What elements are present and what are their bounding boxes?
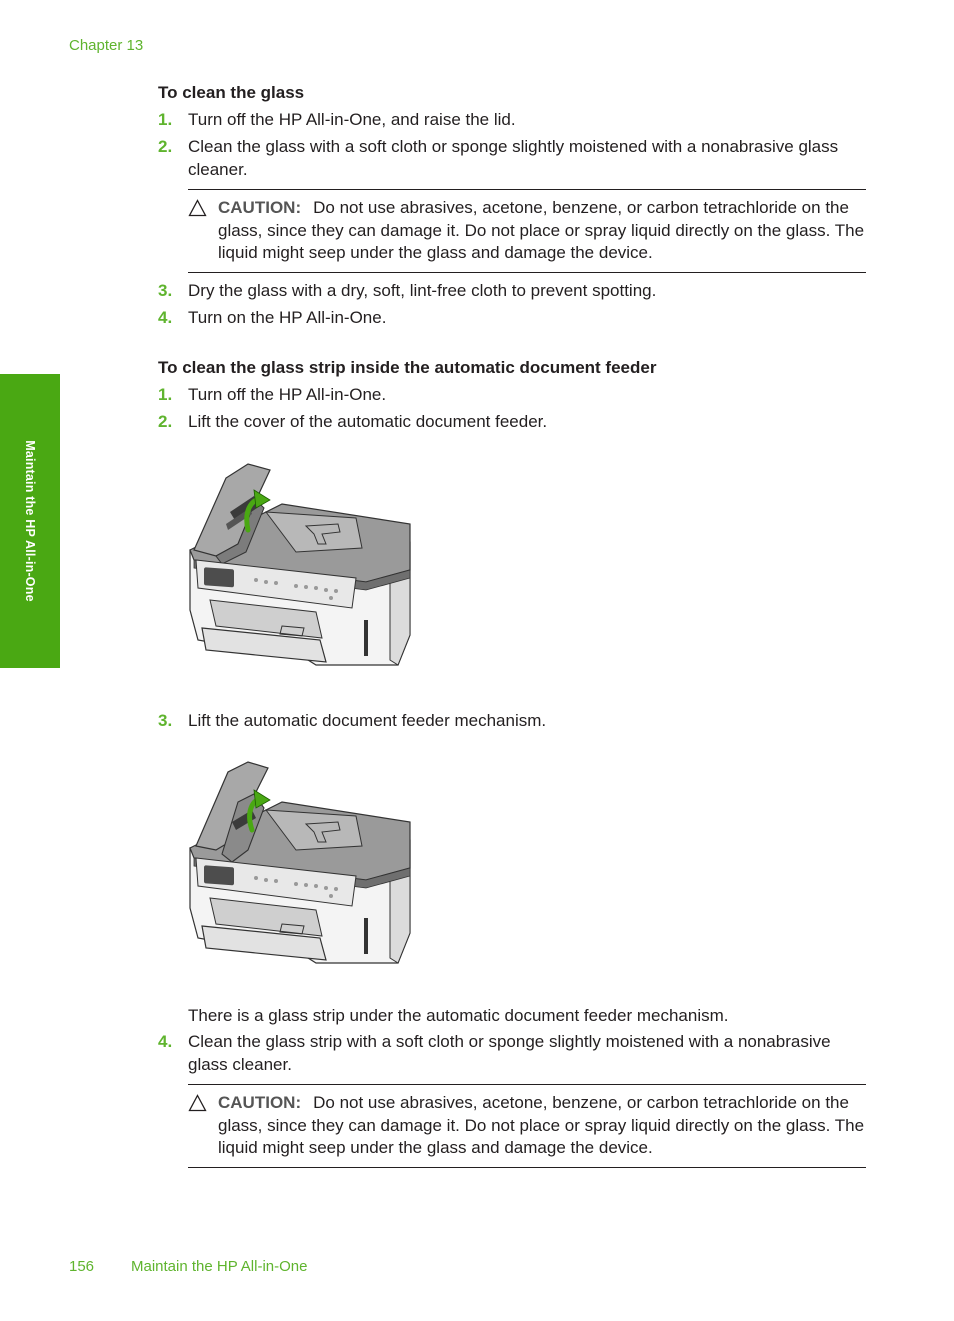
step-text: Turn on the HP All-in-One.: [188, 308, 387, 327]
step-text: Dry the glass with a dry, soft, lint-free cloth to prevent spotting.: [188, 281, 657, 300]
step-item: [158, 410, 868, 433]
section-heading-clean-glass: To clean the glass: [158, 83, 305, 102]
step-number: 3.: [158, 711, 173, 730]
section-heading-clean-strip: To clean the glass strip inside the automatic document feeder: [158, 358, 657, 377]
caution-text: Do not use abrasives, acetone, benzene, or carbon tetrachloride on the glass, since they can damage it. Do not place or spray liquid directly on the glass. The liquid might seep under the glass and damage the device.: [218, 1093, 865, 1157]
step-number: 4.: [158, 1032, 173, 1051]
footer-title: Maintain the HP All-in-One: [131, 1258, 308, 1275]
step-item: [158, 135, 868, 181]
step-number: 2.: [158, 412, 173, 431]
step-item: [158, 279, 868, 302]
step-item: [158, 709, 868, 732]
caution-triangle-icon: [188, 1094, 207, 1112]
step-item: [158, 1030, 868, 1076]
step-item: [158, 108, 868, 131]
step-number: 1.: [158, 385, 173, 404]
step-text: Lift the automatic document feeder mechanism.: [188, 711, 547, 730]
printer-adf-cover-illustration: [186, 460, 416, 675]
step-text: Clean the glass with a soft cloth or sponge slightly moistened with a nonabrasive glass cleaner.: [188, 137, 839, 179]
step-number: 3.: [158, 281, 173, 300]
step-number: 1.: [158, 110, 173, 129]
step-item: [158, 383, 868, 406]
step-text: Lift the cover of the automatic document feeder.: [188, 412, 548, 431]
caution-text: Do not use abrasives, acetone, benzene, or carbon tetrachloride on the glass, since they can damage it. Do not place or spray liquid directly on the glass. The liquid might seep under the glass and damage the device.: [218, 198, 865, 262]
step-text: Turn off the HP All-in-One, and raise the lid.: [188, 110, 516, 129]
step-text: Clean the glass strip with a soft cloth or sponge slightly moistened with a nonabrasive glass cleaner.: [188, 1032, 831, 1074]
step-text: Turn off the HP All-in-One.: [188, 385, 387, 404]
glass-strip-note: There is a glass strip under the automatic document feeder mechanism.: [188, 1006, 729, 1025]
step-number: 4.: [158, 308, 173, 327]
step-number: 2.: [158, 137, 173, 156]
caution-label: CAUTION:: [218, 198, 302, 217]
caution-bottom-rule: [188, 272, 866, 273]
caution-box: [188, 1084, 866, 1168]
printer-adf-mechanism-illustration: [186, 758, 416, 973]
step-item: [158, 306, 868, 329]
caution-label: CAUTION:: [218, 1093, 302, 1112]
caution-box: [188, 189, 866, 273]
side-tab-label: Maintain the HP All-in-One: [23, 440, 37, 602]
page-number: 156: [69, 1258, 95, 1275]
chapter-label: Chapter 13: [69, 37, 144, 54]
caution-triangle-icon: [188, 199, 207, 217]
caution-bottom-rule: [188, 1167, 866, 1168]
